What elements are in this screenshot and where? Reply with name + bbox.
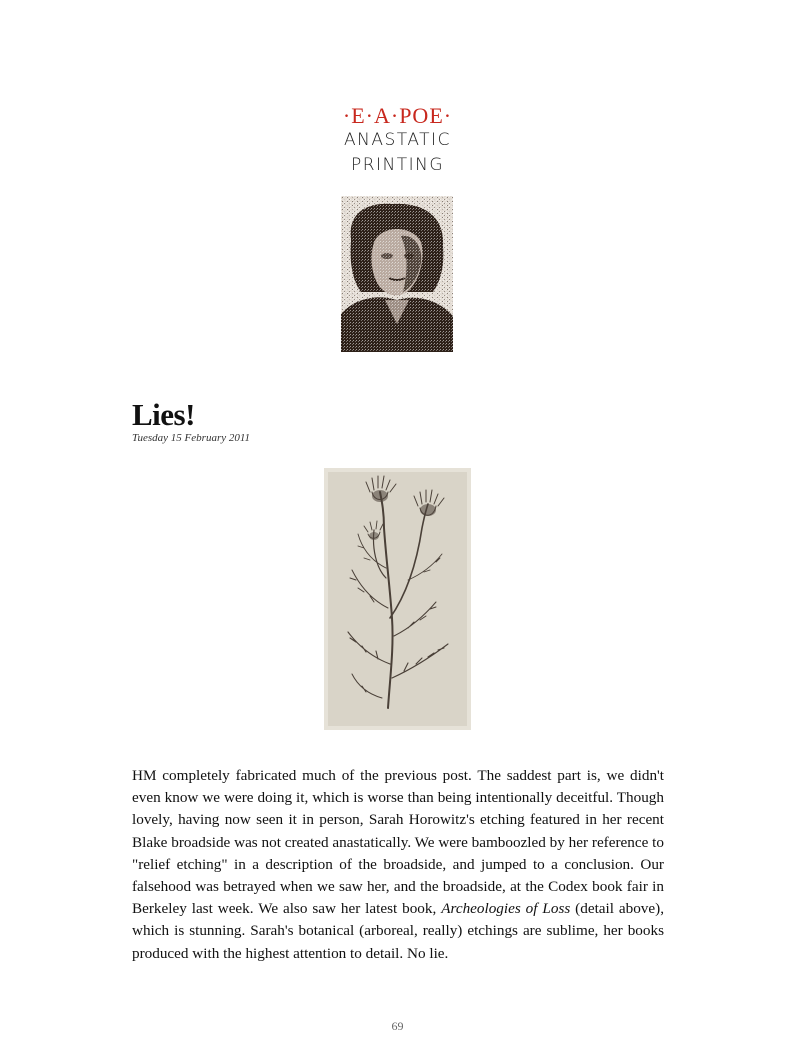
post-body-text-2: (detail above), which is stunning. Sarah's botanical (arboreal, really) etchings are sublime, her books produced with the highest attention to detail. No lie. bbox=[132, 900, 664, 962]
brand-subtitle bbox=[0, 128, 795, 178]
post-body bbox=[132, 765, 664, 965]
post-title[interactable]: Lies! bbox=[132, 397, 195, 432]
author-portrait-image bbox=[341, 196, 453, 352]
post-date: Tuesday 15 February 2011 bbox=[132, 432, 251, 444]
brand-title[interactable]: ·E·A·POE· bbox=[342, 103, 453, 128]
post-body-text-1: HM completely fabricated much of the previous post. The saddest part is, we didn't even know we were doing it, which is worse than being intentionally deceitful. Though lovely, having now seen it in person, Sarah Horowitz's etching featured in her recent Blake broadside was not created anastatically. We were bamboozled by her reference to "relief etching" in a description of the broadside, and jumped to a conclusion. Our falsehood was betrayed when we saw her, and the broadside, at the Codex book fair in Berkeley last week. We also saw her latest book, bbox=[132, 767, 664, 918]
book-title: Archeologies of Loss bbox=[441, 900, 571, 918]
subtitle-line-1: ANASTATIC bbox=[344, 130, 451, 150]
thistle-etching-image bbox=[324, 468, 471, 730]
masthead bbox=[0, 104, 795, 178]
subtitle-line-2: PRINTING bbox=[350, 155, 445, 175]
page-number: 69 bbox=[391, 1019, 404, 1033]
